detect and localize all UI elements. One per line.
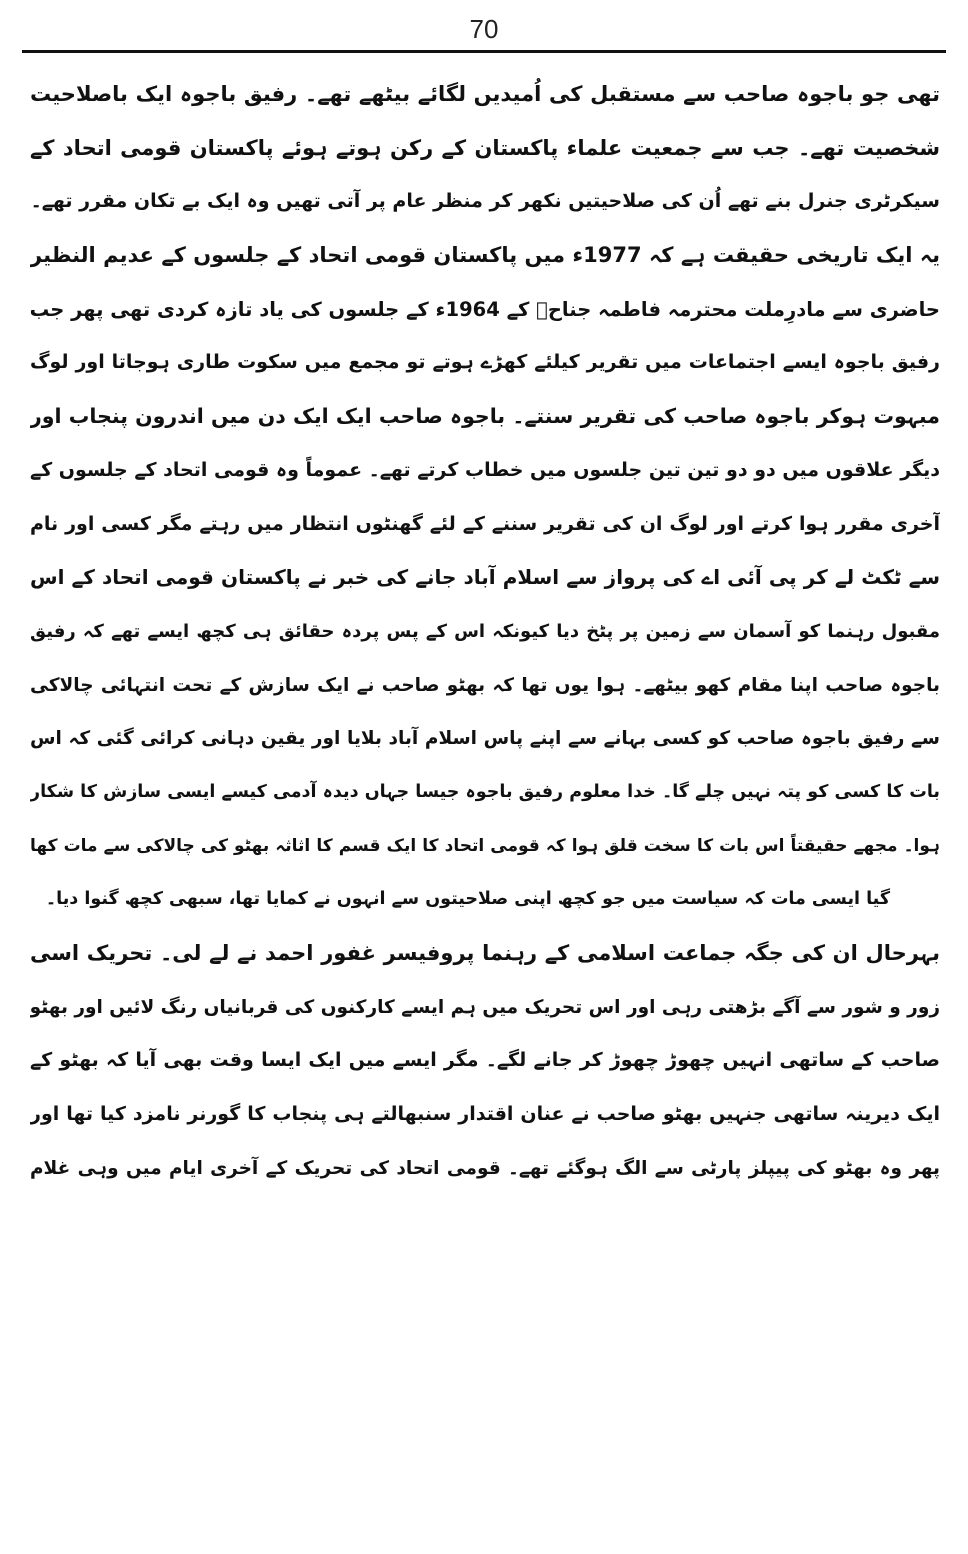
text-line: سے رفیق باجوہ صاحب کو کسی بہانے سے اپنے پاس اسلام آباد بلایا اور یقین دہانی کرائی گئی کہ اس: [30, 728, 940, 750]
text-line: زور و شور سے آگے بڑھتی رہی اور اس تحریک میں ہم ایسے کارکنوں کی قربانیاں رنگ لائیں اور بھٹو: [30, 996, 940, 1018]
text-line: ہوا۔ مجھے حقیقتاً اس بات کا سخت قلق ہوا کہ قومی اتحاد کا ایک قسم کا اثاثہ بھٹو کی چالاکی سے مات کھا: [30, 835, 940, 856]
text-line: تھی جو باجوہ صاحب سے مستقبل کی اُمیدیں لگائے بیٹھے تھے۔ رفیق باجوہ ایک باصلاحیت: [30, 82, 940, 106]
text-line: مقبول رہنما کو آسمان سے زمین پر پٹخ دیا کیونکہ اس کے پس پردہ حقائق ہی کچھ ایسے تھے کہ رفیق: [30, 620, 940, 642]
text-line: مبہوت ہوکر باجوہ صاحب کی تقریر سنتے۔ باجوہ صاحب ایک ایک دن میں اندرون پنجاب اور: [30, 404, 940, 429]
text-line: رفیق باجوہ ایسے اجتماعات میں تقریر کیلئے کھڑے ہوتے تو مجمع میں سکوت طاری ہوجاتا اور لوگ: [30, 351, 940, 374]
text-line: بہرحال ان کی جگہ جماعت اسلامی کے رہنما پروفیسر غفور احمد نے لے لی۔ تحریک اسی: [30, 941, 940, 965]
body-text: [30, 68, 940, 1195]
text-line: گیا ایسی مات کہ سیاست میں جو کچھ اپنی صلاحیتوں سے انہوں نے کمایا تھا، سبھی کچھ گنوا دیا۔: [45, 889, 890, 910]
text-line: سے ٹکٹ لے کر پی آئی اے کی پرواز سے اسلام آباد جانے کی خبر نے پاکستان قومی اتحاد کے اس: [30, 565, 940, 590]
header-rule: [22, 50, 946, 53]
text-line: یہ ایک تاریخی حقیقت ہے کہ 1977ء میں پاکستان قومی اتحاد کے جلسوں کے عدیم النظیر: [30, 243, 940, 268]
text-line: باجوہ صاحب اپنا مقام کھو بیٹھے۔ ہوا یوں تھا کہ بھٹو صاحب نے ایک سازش کے تحت انتہائی چالاکی: [30, 674, 940, 696]
text-line: بات کا کسی کو پتہ نہیں چلے گا۔ خدا معلوم رفیق باجوہ جیسا جہاں دیدہ آدمی کیسے ایسی سازش کا شکار: [30, 781, 940, 802]
text-line: شخصیت تھے۔ جب سے جمعیت علماء پاکستان کے رکن ہوتے ہوئے پاکستان قومی اتحاد کے: [30, 135, 940, 160]
text-line: ایک دیرینہ ساتھی جنہیں بھٹو صاحب نے عنان اقتدار سنبھالتے ہی پنجاب کا گورنر نامزد کیا تھا اور: [30, 1103, 940, 1126]
text-line: پھر وہ بھٹو کی پیپلز پارٹی سے الگ ہوگئے تھے۔ قومی اتحاد کی تحریک کے آخری ایام میں وہی غلام: [30, 1157, 940, 1179]
text-line: حاضری سے مادرِملت محترمہ فاطمہ جناحؒ کے 1964ء کے جلسوں کی یاد تازہ کردی تھی پھر جب: [30, 297, 940, 321]
text-line: سیکرٹری جنرل بنے تھے اُن کی صلاحیتیں نکھر کر منظر عام پر آتی تھیں وہ ایک بے تکان مقرر تھے۔: [30, 190, 940, 213]
page-number: 70: [469, 14, 499, 44]
text-line: صاحب کے ساتھی انہیں چھوڑ چھوڑ کر جانے لگے۔ مگر ایسے میں ایک ایسا وقت بھی آیا کہ بھٹو کے: [30, 1049, 940, 1072]
text-line: آخری مقرر ہوا کرتے اور لوگ ان کی تقریر سننے کے لئے گھنٹوں انتظار میں رہتے مگر کسی اور نام: [30, 512, 940, 535]
text-line: دیگر علاقوں میں دو دو تین تین جلسوں میں خطاب کرتے تھے۔ عموماً وہ قومی اتحاد کے جلسوں کے: [30, 458, 940, 481]
